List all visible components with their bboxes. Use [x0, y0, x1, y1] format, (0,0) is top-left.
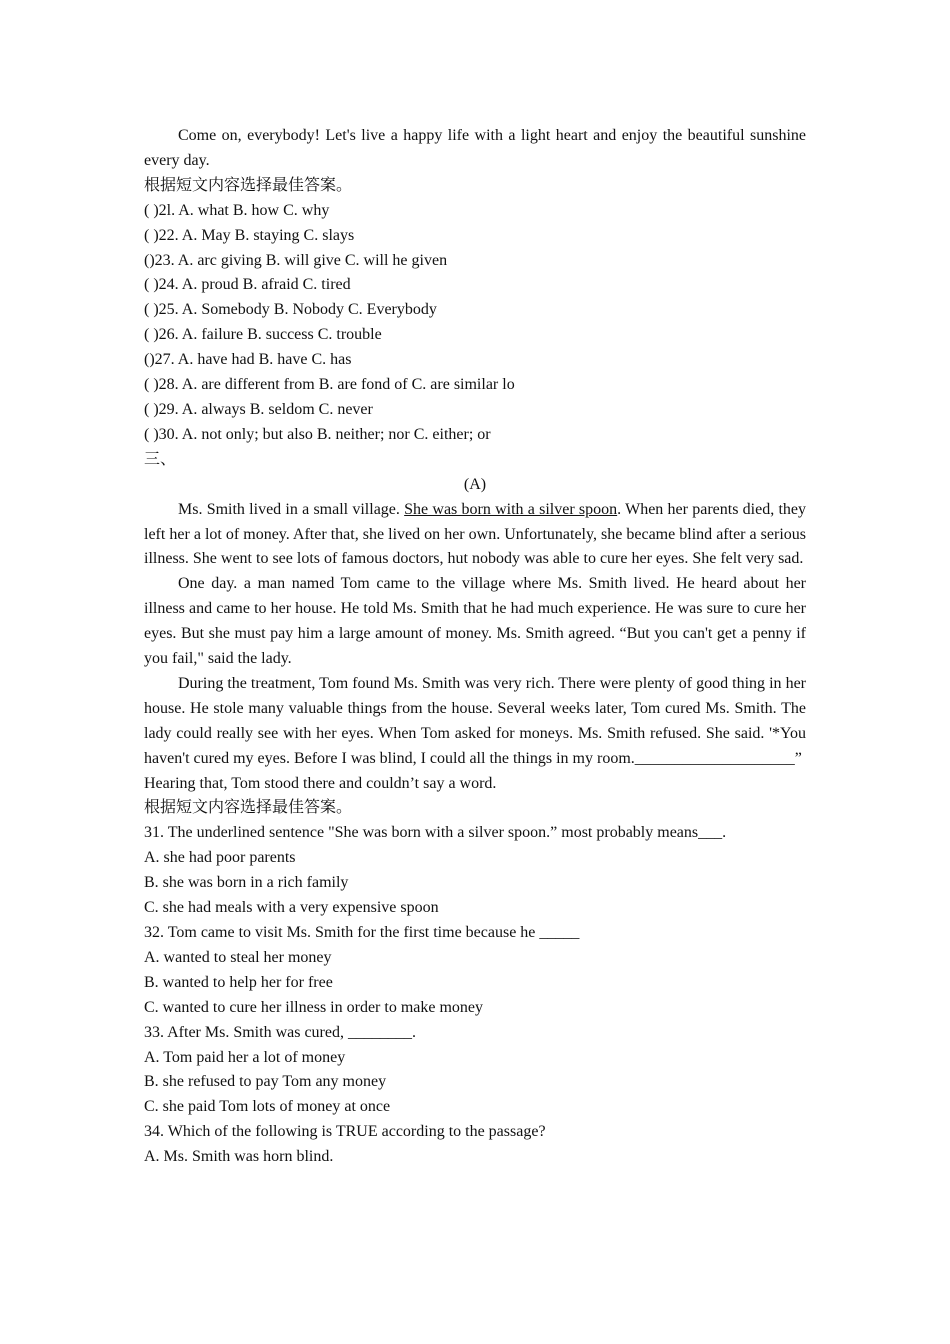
passage-p1-start: Ms. Smith lived in a small village. — [178, 500, 405, 518]
document-page — [144, 124, 806, 1170]
question-option: A. wanted to steal her money — [144, 948, 332, 966]
question-stem: 33. After Ms. Smith was cured, ________. — [144, 1023, 416, 1041]
question-option: C. she had meals with a very expensive spoon — [144, 899, 439, 917]
passage-paragraph-2: One day. a man named Tom came to the village where Ms. Smith lived. He heard about her illness and came to her house. He told Ms. Smith that he had much experience. He was sure to cure her eyes. But she must pay him a large amount of money. Ms. Smith agreed. “But you can't get a penny if you fail," said the lady. — [144, 575, 806, 668]
cloze-item: ( )25. A. Somebody B. Nobody C. Everybody — [144, 301, 437, 319]
question-option: A. Tom paid her a lot of money — [144, 1048, 346, 1066]
question-option: B. she was born in a rich family — [144, 874, 349, 892]
question-option: B. she refused to pay Tom any money — [144, 1073, 387, 1091]
question-31 — [144, 821, 806, 921]
cloze-items — [144, 199, 806, 448]
question-stem: 32. Tom came to visit Ms. Smith for the first time because he _____ — [144, 924, 580, 941]
cloze-item: ()23. A. arc giving B. will give C. will he given — [144, 251, 448, 269]
cloze-item: ()27. A. have had B. have C. has — [144, 351, 352, 369]
section-heading: 三、 — [144, 450, 177, 468]
passage-paragraph-4: Hearing that, Tom stood there and couldn’t say a word. — [144, 774, 497, 792]
question-stem: 34. Which of the following is TRUE according to the passage? — [144, 1123, 546, 1141]
cloze-item: ( )2l. A. what B. how C. why — [144, 201, 330, 219]
question-33 — [144, 1021, 806, 1121]
cloze-item: ( )24. A. proud B. afraid C. tired — [144, 276, 351, 294]
question-option: C. wanted to cure her illness in order to make money — [144, 998, 484, 1016]
question-option: A. Ms. Smith was horn blind. — [144, 1148, 334, 1166]
cloze-instruction: 根据短文内容选择最佳答案。 — [144, 176, 353, 194]
question-34 — [144, 1120, 806, 1170]
intro-paragraph: Come on, everybody! Let's live a happy life with a light heart and enjoy the beautiful sunshine every day. — [144, 127, 806, 169]
passage-paragraph-3: During the treatment, Tom found Ms. Smith was very rich. There were plenty of good thing in her house. He stole many valuable things from the house. Several weeks later, Tom cured Ms. Smith. The lady could really see with her eyes. When Tom asked for moneys. Ms. Smith refused. She said. '*You haven't cured my eyes. Before I was blind, I could all the things in my room.____________________” — [144, 674, 806, 767]
passage-label: (A) — [463, 475, 487, 493]
cloze-item: ( )29. A. always B. seldom C. never — [144, 400, 373, 418]
cloze-item: ( )22. A. May B. staying C. slays — [144, 226, 355, 244]
question-32 — [144, 921, 806, 1021]
question-option: B. wanted to help her for free — [144, 973, 333, 991]
passage-p1-end: . When her parents died, they left her a lot of money. After that, she lived on her own. Unfortunately, she became blind after a serious illness. She went to see lots of famous doctors, hut nobody was able to cure her eyes. She felt very sad. — [144, 500, 807, 568]
reading-instruction: 根据短文内容选择最佳答案。 — [144, 799, 353, 817]
passage-paragraph-1 — [144, 498, 806, 573]
question-option: C. she paid Tom lots of money at once — [144, 1098, 391, 1116]
question-stem: 31. The underlined sentence "She was born with a silver spoon.” most probably means___. — [144, 824, 727, 842]
underlined-sentence: She was born with a silver spoon — [404, 500, 618, 518]
cloze-item: ( )26. A. failure B. success C. trouble — [144, 326, 382, 344]
question-option: A. she had poor parents — [144, 849, 296, 867]
cloze-item: ( )28. A. are different from B. are fond of C. are similar lo — [144, 376, 515, 394]
cloze-item: ( )30. A. not only; but also B. neither; nor C. either; or — [144, 425, 491, 443]
